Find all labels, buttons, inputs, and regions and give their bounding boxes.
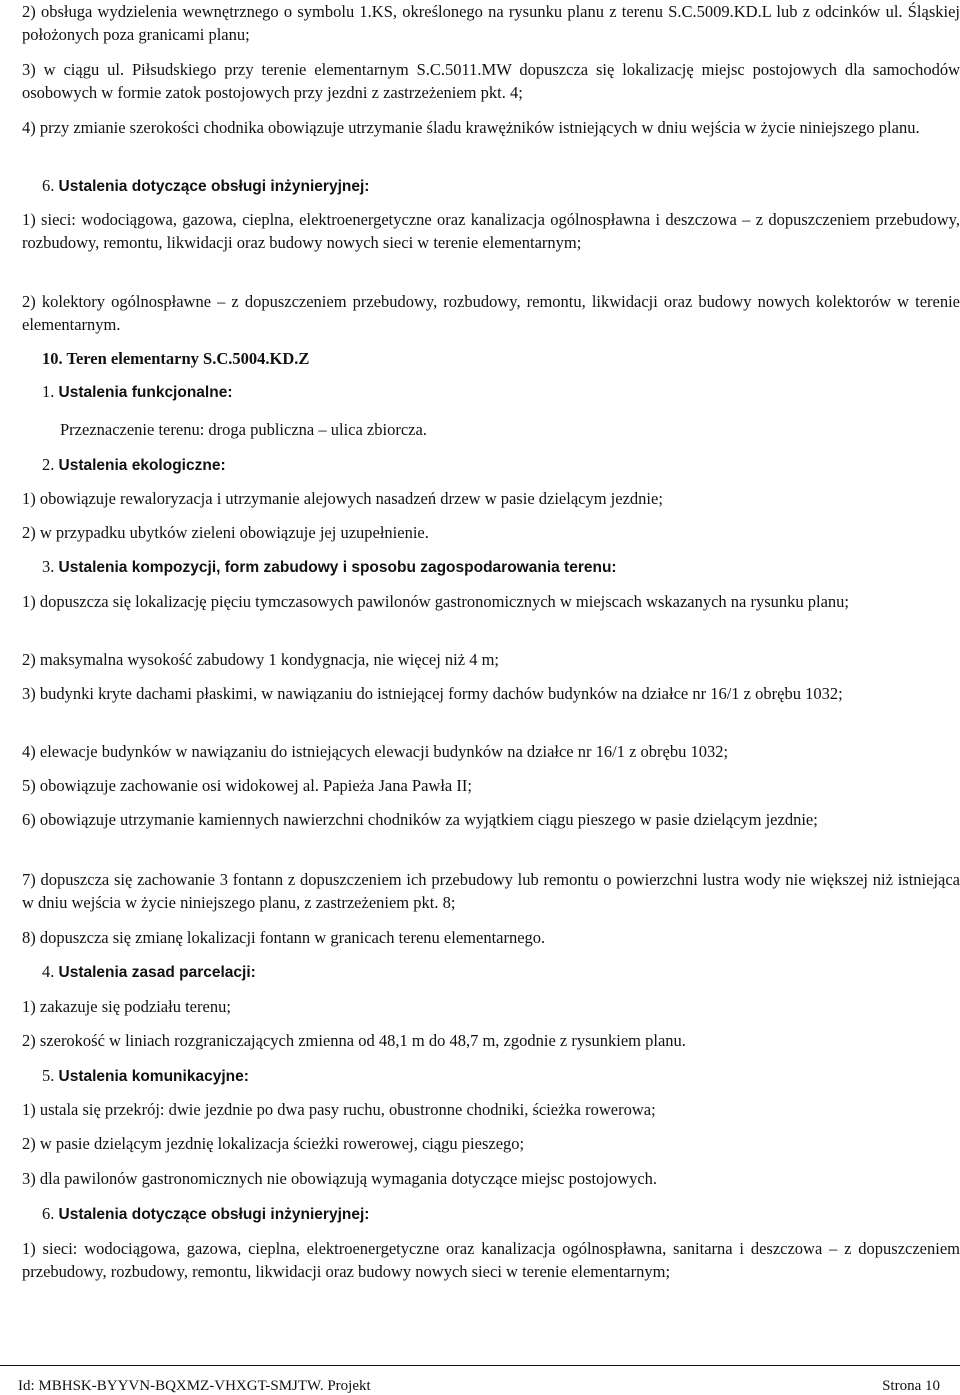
list-item: 1) obowiązuje rewaloryzacja i utrzymanie alejowych nasadzeń drzew w pasie dzielącym jezdnie; (22, 489, 663, 508)
list-item: 6) obowiązuje utrzymanie kamiennych nawierzchni chodników za wyjątkiem ciągu pieszego w pasie dzielącym jezdnie; (22, 810, 818, 829)
teren-heading: 10. Teren elementarny S.C.5004.KD.Z (42, 349, 310, 368)
section-number: 4. (42, 962, 55, 981)
section-text: Przeznaczenie terenu: droga publiczna – ulica zbiorcza. (60, 420, 427, 439)
section-title: Ustalenia kompozycji, form zabudowy i sposobu zagospodarowania terenu: (58, 559, 617, 576)
section-number: 3. (42, 557, 55, 576)
list-item: 3) dla pawilonów gastronomicznych nie obowiązują wymagania dotyczące miejsc postojowych. (22, 1169, 658, 1188)
list-item: 1) sieci: wodociągowa, gazowa, cieplna, elektroenergetyczne oraz kanalizacja ogólnospławna, sanitarna i deszczowa – z dopuszczeniem przebudowy, rozbudowy, remontu, likwidacji oraz budowy nowych sieci w terenie elementarnym; (22, 1239, 960, 1281)
list-item: 2) w pasie dzielącym jezdnię lokalizacja ścieżki rowerowej, ciągu pieszego; (22, 1134, 525, 1153)
page-number: Strona 10 (882, 1378, 940, 1394)
section-number: 6. (42, 176, 55, 195)
list-item: 2) szerokość w liniach rozgraniczających zmienna od 48,1 m do 48,7 m, zgodnie z rysunkiem planu. (22, 1031, 686, 1050)
list-item: 2) kolektory ogólnospławne – z dopuszczeniem przebudowy, rozbudowy, remontu, likwidacji oraz budowy nowych kolektorów w terenie elementarnym. (22, 292, 960, 334)
list-item: 7) dopuszcza się zachowanie 3 fontann z dopuszczeniem ich przebudowy lub remontu o powierzchni lustra wody nie większej niż istniejąca w dniu wejścia w życie niniejszego planu, z zastrzeżeniem pkt. 8; (22, 870, 960, 912)
list-item: 1) ustala się przekrój: dwie jezdnie po dwa pasy ruchu, obustronne chodniki, ścieżka rowerowa; (22, 1100, 656, 1119)
section-heading (42, 960, 256, 984)
section-heading (42, 174, 369, 198)
section-title: Ustalenia dotyczące obsługi inżynieryjnej: (58, 1206, 370, 1223)
page-footer (0, 1365, 960, 1394)
list-item: 2) maksymalna wysokość zabudowy 1 kondygnacja, nie więcej niż 4 m; (22, 650, 500, 669)
document-id: Id: MBHSK-BYYVN-BQXMZ-VHXGT-SMJTW. Projekt (18, 1378, 371, 1394)
section-number: 2. (42, 455, 55, 474)
section-title: Ustalenia komunikacyjne: (58, 1068, 249, 1085)
section-title: Ustalenia funkcjonalne: (58, 384, 233, 401)
section-title: Ustalenia dotyczące obsługi inżynieryjnej: (58, 178, 370, 195)
list-item: 4) elewacje budynków w nawiązaniu do istniejących elewacji budynków na działce nr 16/1 z obrębu 1032; (22, 742, 729, 761)
section-heading (42, 453, 226, 477)
section-heading (42, 555, 617, 579)
section-heading (42, 1202, 369, 1226)
list-item: 3) w ciągu ul. Piłsudskiego przy terenie elementarnym S.C.5011.MW dopuszcza się lokalizację miejsc postojowych dla samochodów osobowych w formie zatok postojowych przy jezdni z zastrzeżeniem pkt. 4; (22, 60, 960, 102)
list-item: 2) w przypadku ubytków zieleni obowiązuje jej uzupełnienie. (22, 523, 429, 542)
list-item: 3) budynki kryte dachami płaskimi, w nawiązaniu do istniejącej formy dachów budynków na działce nr 16/1 z obrębu 1032; (22, 684, 843, 703)
section-number: 1. (42, 382, 55, 401)
list-item: 1) sieci: wodociągowa, gazowa, cieplna, elektroenergetyczne oraz kanalizacja ogólnospławna i deszczowa – z dopuszczeniem przebudowy, rozbudowy, remontu, likwidacji oraz budowy nowych sieci w terenie elementarnym; (22, 210, 960, 252)
list-item: 4) przy zmianie szerokości chodnika obowiązuje utrzymanie śladu krawężników istniejących w dniu wejścia w życie niniejszego planu. (22, 118, 920, 137)
section-number: 6. (42, 1204, 55, 1223)
list-item: 5) obowiązuje zachowanie osi widokowej al. Papieża Jana Pawła II; (22, 776, 472, 795)
list-item: 1) dopuszcza się lokalizację pięciu tymczasowych pawilonów gastronomicznych w miejscach wskazanych na rysunku planu; (22, 592, 850, 611)
list-item: 1) zakazuje się podziału terenu; (22, 997, 231, 1016)
list-item: 2) obsługa wydzielenia wewnętrznego o symbolu 1.KS, określonego na rysunku planu z terenu S.C.5009.KD.L lub z odcinków ul. Śląskiej położonych poza granicami planu; (22, 2, 960, 44)
section-heading (42, 380, 232, 404)
list-item: 8) dopuszcza się zmianę lokalizacji fontann w granicach terenu elementarnego. (22, 928, 546, 947)
section-title: Ustalenia ekologiczne: (58, 457, 226, 474)
section-heading (42, 1064, 249, 1088)
section-number: 5. (42, 1066, 55, 1085)
section-title: Ustalenia zasad parcelacji: (58, 964, 256, 981)
